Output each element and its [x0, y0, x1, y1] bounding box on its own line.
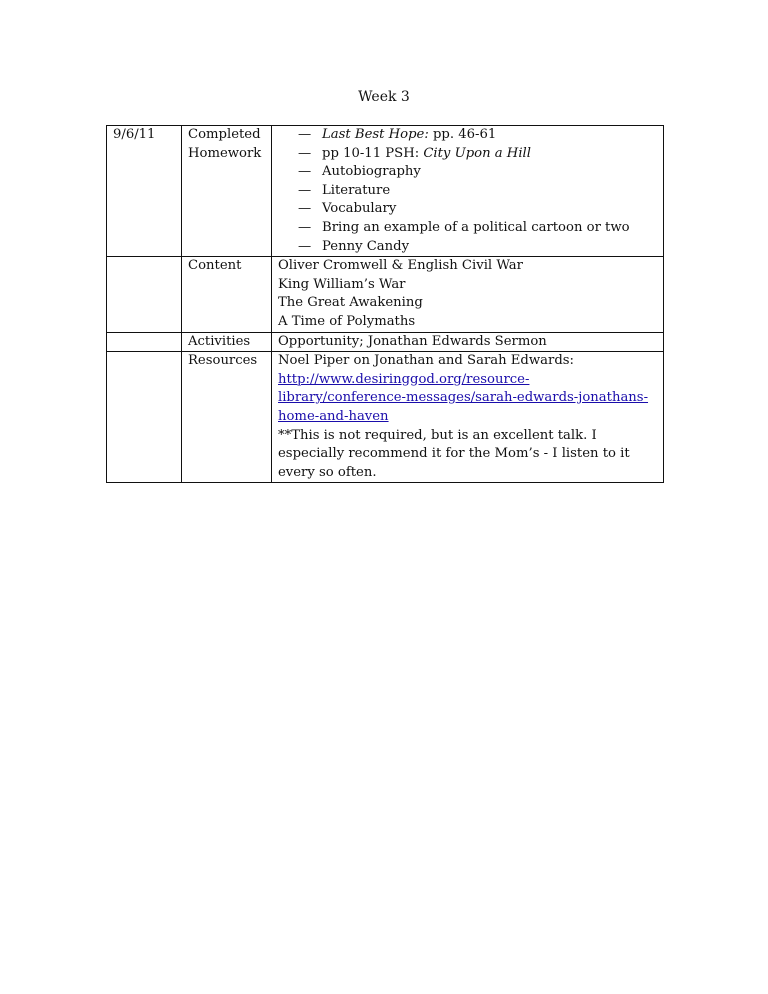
- resource-link[interactable]: http://www.desiringgod.org/resource-: [278, 371, 530, 387]
- schedule-table: [106, 125, 664, 483]
- homework-item: [298, 163, 657, 182]
- dash-bullet: —: [298, 164, 312, 180]
- page-title: Week 3: [358, 89, 410, 105]
- content-line: The Great Awakening: [278, 295, 423, 311]
- activities-text-cell: Opportunity; Jonathan Edwards Sermon: [272, 332, 664, 352]
- homework-item-text: Bring an example of a political cartoon or two: [322, 219, 630, 235]
- activities-row: [107, 332, 664, 352]
- empty-date-cell: [107, 352, 182, 483]
- homework-item-text: Vocabulary: [322, 201, 397, 217]
- dash-bullet: —: [298, 201, 312, 217]
- resources-note-line: especially recommend it for the Mom’s - I listen to it: [278, 446, 630, 462]
- activities-label-cell: Activities: [182, 332, 272, 352]
- resources-note-line: every so often.: [278, 464, 377, 480]
- dash-bullet: —: [298, 219, 312, 235]
- date-cell: 9/6/11: [107, 126, 182, 257]
- content-line: A Time of Polymaths: [278, 313, 416, 329]
- dash-bullet: —: [298, 145, 312, 161]
- content-items-cell: [272, 257, 664, 332]
- resource-link[interactable]: home-and-haven: [278, 408, 389, 424]
- resources-text-cell: [272, 352, 664, 483]
- homework-item-text: Literature: [322, 182, 391, 198]
- homework-label-cell: [182, 126, 272, 257]
- page-range: pp 10-11 PSH:: [322, 145, 424, 161]
- content-line: Oliver Cromwell & English Civil War: [278, 258, 523, 274]
- homework-item: [298, 126, 657, 145]
- homework-item: [298, 200, 657, 219]
- resources-row: [107, 352, 664, 483]
- dash-bullet: —: [298, 238, 312, 254]
- resources-note-line: **This is not required, but is an excellent talk. I: [278, 427, 597, 443]
- content-label-cell: Content: [182, 257, 272, 332]
- dash-bullet: —: [298, 127, 312, 142]
- empty-date-cell: [107, 332, 182, 352]
- empty-date-cell: [107, 257, 182, 332]
- homework-item-text: Penny Candy: [322, 238, 410, 254]
- page-range: pp. 46-61: [428, 127, 497, 142]
- homework-list: [278, 126, 657, 256]
- homework-items-cell: [272, 126, 664, 257]
- homework-item-text: Autobiography: [322, 164, 421, 180]
- dash-bullet: —: [298, 182, 312, 198]
- content-line: King William’s War: [278, 276, 406, 292]
- resources-label-cell: Resources: [182, 352, 272, 483]
- homework-label-line2: Homework: [188, 145, 262, 161]
- resource-link[interactable]: library/conference-messages/sarah-edwards-jonathans-: [278, 390, 649, 406]
- homework-item: [298, 182, 657, 201]
- reading-title: City Upon a Hill: [423, 145, 531, 161]
- homework-item: [298, 238, 657, 257]
- resources-intro: Noel Piper on Jonathan and Sarah Edwards:: [278, 353, 574, 369]
- homework-item: [298, 219, 657, 238]
- homework-row: [107, 126, 664, 257]
- book-title: Last Best Hope:: [322, 127, 429, 142]
- homework-item: [298, 145, 657, 164]
- homework-label-line1: Completed: [188, 127, 261, 142]
- content-row: [107, 257, 664, 332]
